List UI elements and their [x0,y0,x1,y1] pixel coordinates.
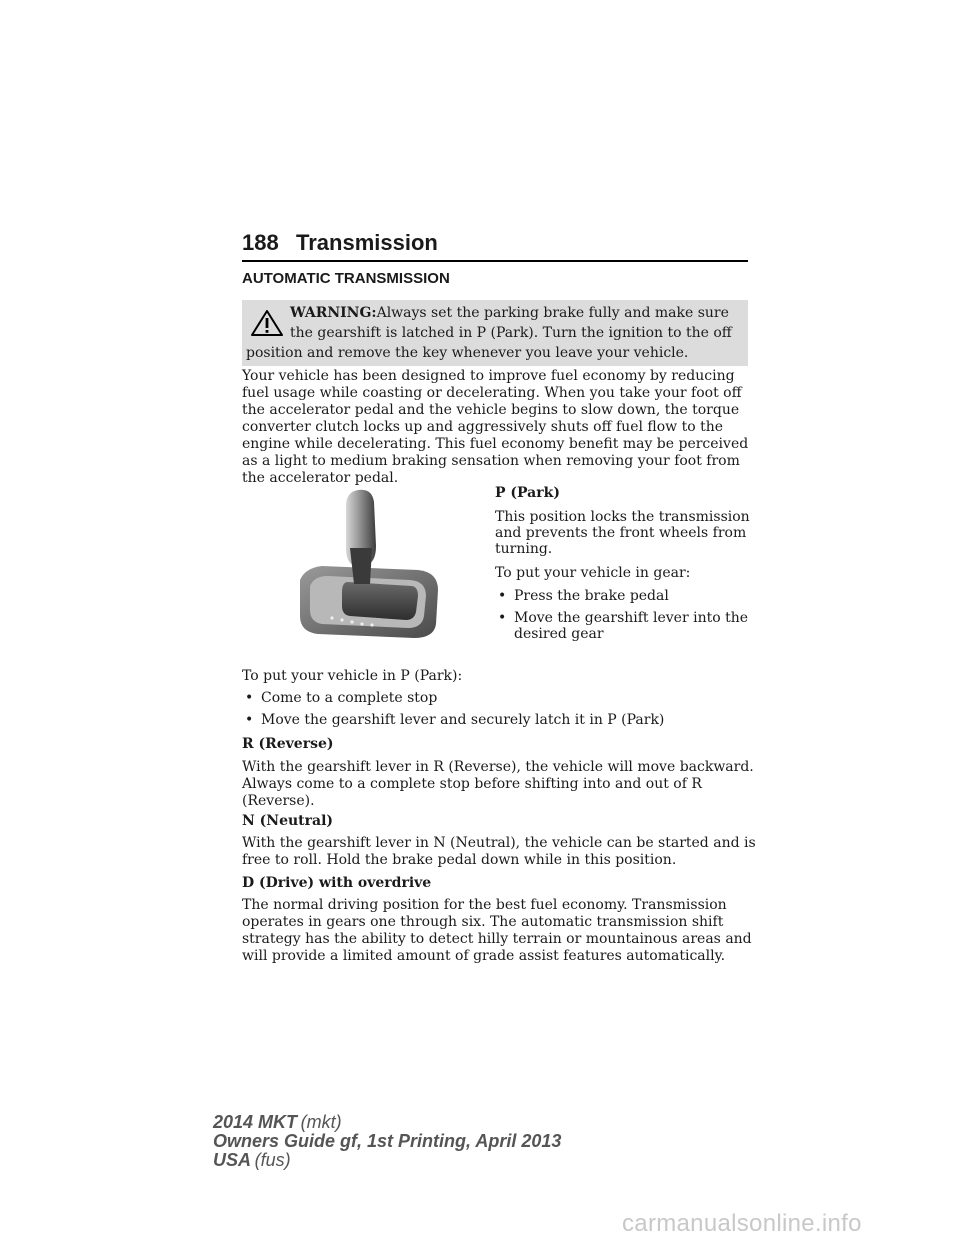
section-title: Transmission [296,230,438,255]
park-title: P (Park) [495,485,560,501]
drive-line: operates in gears one through six. The automatic transmission shift [242,914,724,930]
warning-line-3: position and remove the key whenever you leave your vehicle. [246,345,689,361]
park-description [495,509,750,557]
park-desc-line: turning. [495,541,553,557]
footer-market: USA [213,1150,252,1170]
list-item-text: Press the brake pedal [514,588,669,604]
drive-line: The normal driving position for the best fuel economy. Transmission [242,897,727,913]
warning-box [242,300,748,366]
intro-paragraph [242,368,752,487]
footer-model-line [213,1113,561,1132]
warning-line-2: the gearshift is latched in P (Park). Turn the ignition to the off [290,325,732,341]
reverse-paragraph [242,759,752,810]
gearshift-illustration [300,488,440,640]
neutral-line: free to roll. Hold the brake pedal down while in this position. [242,852,677,868]
intro-line: fuel usage while coasting or decelerating. When you take your foot off [242,385,742,401]
intro-line: converter clutch locks up and aggressively shuts off fuel flow to the [242,419,724,435]
watermark: carmanualsonline.info [622,1210,862,1237]
warning-triangle-icon [250,309,284,337]
page-number: 188 [242,230,279,255]
reverse-line: Always come to a complete stop before shifting into and out of R [242,776,702,792]
gear-intro: To put your vehicle in gear: [495,565,691,581]
neutral-line: With the gearshift lever in N (Neutral), the vehicle can be started and is [242,835,756,851]
reverse-title: R (Reverse) [242,736,334,752]
drive-line: will provide a limited amount of grade assist features automatically. [242,948,726,964]
reverse-line: (Reverse). [242,793,315,809]
park-desc-line: and prevents the front wheels from [495,525,747,541]
park-column [495,485,560,501]
header-rule [242,260,748,262]
drive-title: D (Drive) with overdrive [242,875,432,891]
bullet-icon: • [498,588,507,604]
reverse-line: With the gearshift lever in R (Reverse), the vehicle will move backward. [242,759,754,775]
document-footer [213,1113,561,1170]
intro-line: the accelerator pedal and the vehicle begins to slow down, the torque [242,402,740,418]
list-item-text: Come to a complete stop [261,690,438,706]
list-item-text: Move the gearshift lever and securely latch it in P (Park) [261,712,665,728]
neutral-paragraph [242,835,756,869]
intro-line: as a light to medium braking sensation when removing your foot from [242,453,740,469]
footer-market-code: (fus) [251,1150,291,1170]
footer-model: 2014 MKT [213,1112,298,1132]
drive-line: strategy has the ability to detect hilly terrain or mountainous areas and [242,931,752,947]
neutral-title: N (Neutral) [242,813,334,829]
footer-model-code: (mkt) [297,1112,342,1132]
intro-line: the accelerator pedal. [242,470,399,486]
intro-line: Your vehicle has been designed to improve fuel economy by reducing [242,368,735,384]
warning-text-1: Always set the parking brake fully and make sure [376,305,729,321]
list-item-text: Move the gearshift lever into the [514,610,749,626]
warning-label: WARNING: [290,305,377,321]
drive-paragraph [242,897,752,965]
bullet-icon: • [245,712,254,728]
bullet-icon: • [498,610,507,626]
footer-market-line [213,1151,561,1170]
footer-guide: Owners Guide gf, 1st Printing, April 2013 [213,1131,562,1151]
park-desc-line: This position locks the transmission [495,509,750,525]
list-item-continuation: desired gear [514,626,604,642]
park-intro: To put your vehicle in P (Park): [242,668,463,684]
warning-line-1 [290,303,729,323]
intro-line: engine while decelerating. This fuel economy benefit may be perceived [242,436,749,452]
bullet-icon: • [245,690,254,706]
main-heading: AUTOMATIC TRANSMISSION [242,270,450,287]
